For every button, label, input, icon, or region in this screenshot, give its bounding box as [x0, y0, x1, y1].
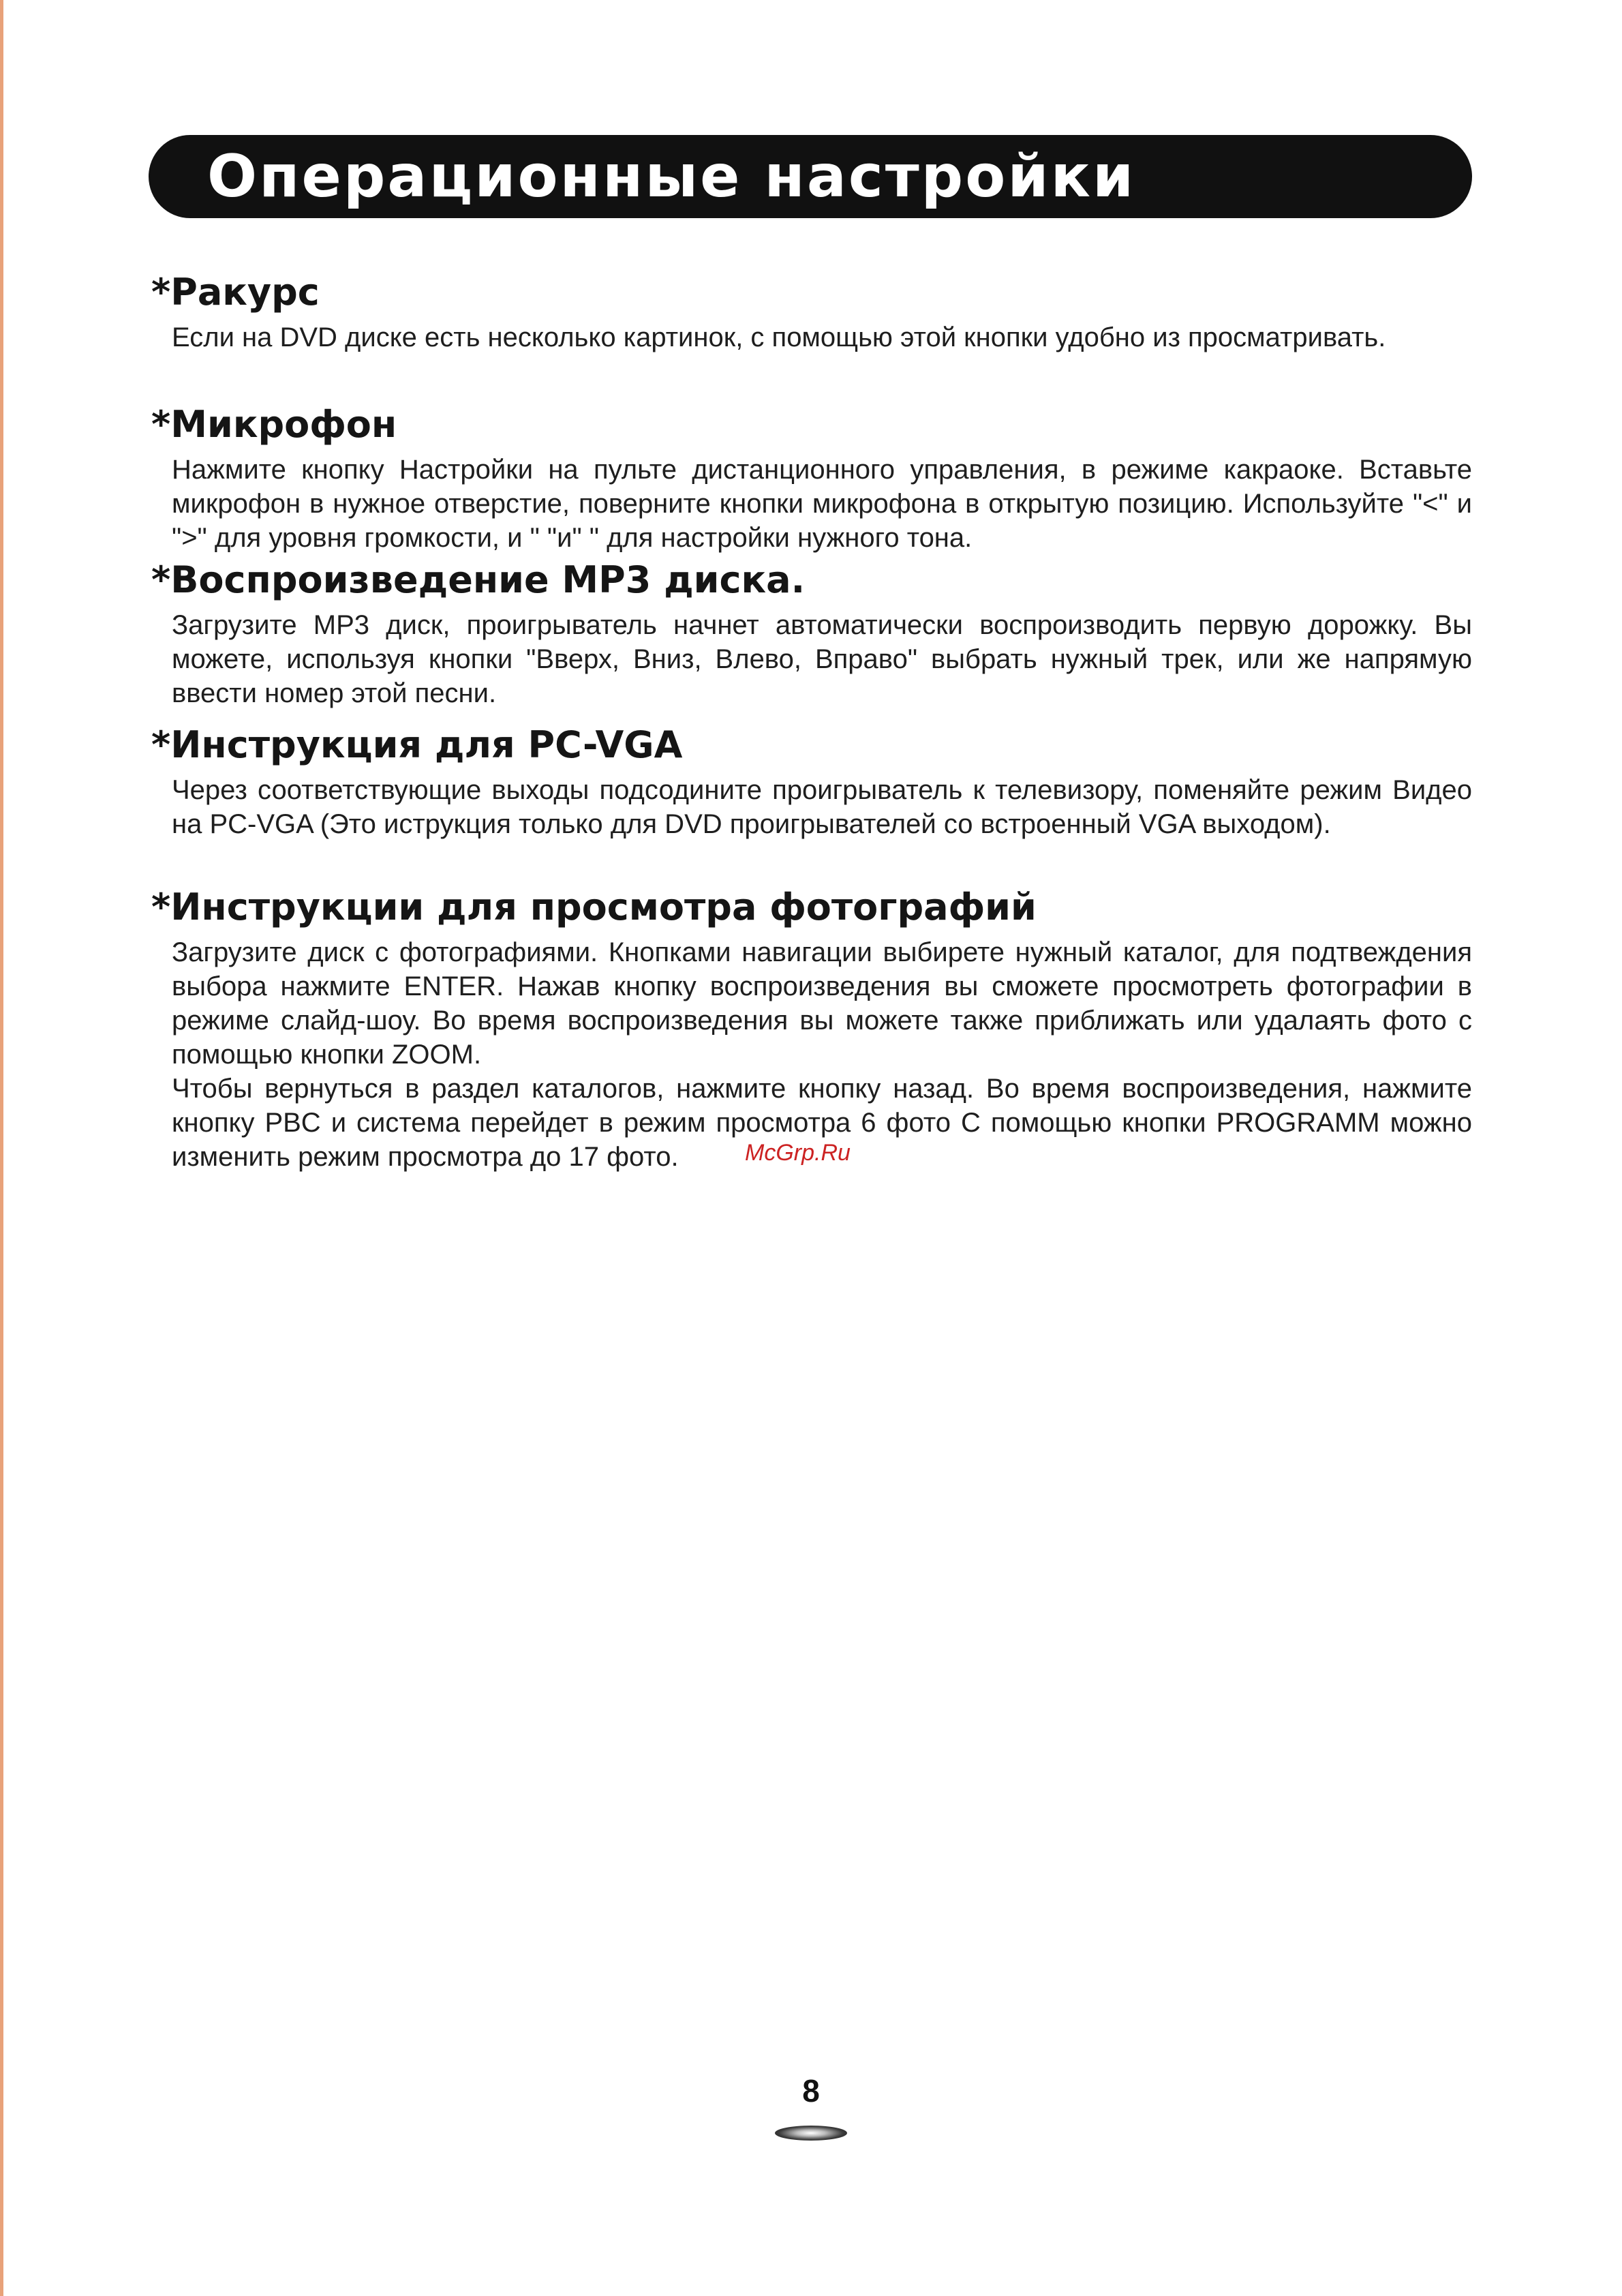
section-paragraph: Через соответствующие выходы подсодините проигрыватель к телевизору, поменяйте режим Видео на PC-VGA (Это иструкция только для DVD проигрывателей со встроенный VGA выходом).	[172, 775, 1472, 839]
section-paragraph: Чтобы вернуться в раздел каталогов, нажмите кнопку назад. Во время воспроизведения, нажмите кнопку PBC и система перейдет в режим просмотра 6 фото С помощью кнопки PROGRAMM можно изменить режим просмотра до 17 фото.	[172, 1074, 1472, 1172]
page-number: 8	[802, 2073, 820, 2109]
section-paragraph: Загрузите MP3 диск, проигрыватель начнет автоматически воспроизводить первую дорожку. Вы можете, используя кнопки "Вверх, Вниз, Влево, Вправо" выбрать нужный трек, или же напрямую ввести номер этой песни.	[172, 610, 1472, 708]
section-heading: *Воспроизведение MP3 диска.	[151, 558, 806, 601]
section-angle	[151, 270, 1472, 354]
section-heading: *Инструкции для просмотра фотографий	[151, 886, 1037, 928]
section-heading: *Инструкция для PC-VGA	[151, 723, 683, 766]
section-paragraph: Если на DVD диске есть несколько картинок, с помощью этой кнопки удобно из просматривать.	[172, 322, 1386, 352]
section-photo-viewing	[151, 885, 1472, 1174]
section-pc-vga	[151, 723, 1472, 841]
page-edge-decoration	[0, 0, 3, 2296]
section-paragraph: Нажмите кнопку Настройки на пульте дистанционного управления, в режиме какраоке. Вставьте микрофон в нужное отверстие, поверните кнопки микрофона в открытую позицию. Используйте "<" и ">" для уровня громкости, и " "и" " для настройки нужного тона.	[172, 455, 1472, 553]
section-paragraph: Загрузите диск с фотографиями. Кнопками навигации выбирете нужный каталог, для подтвеждения выбора нажмите ENTER. Нажав кнопку воспроизведения вы сможете просмотреть фотографии в режиме слайд-шоу. Во время воспроизведения вы можете также приближать или удалаять фото с помощью кнопки ZOOM.	[172, 937, 1472, 1070]
page-title: Операционные настройки	[207, 142, 1136, 211]
section-heading: *Ракурс	[151, 271, 320, 314]
section-microphone	[151, 402, 1472, 555]
title-banner	[149, 135, 1472, 218]
page-number-ornament	[775, 2126, 847, 2141]
section-mp3-playback	[151, 558, 1472, 710]
section-heading: *Микрофон	[151, 403, 397, 446]
watermark: McGrp.Ru	[745, 1140, 851, 1166]
